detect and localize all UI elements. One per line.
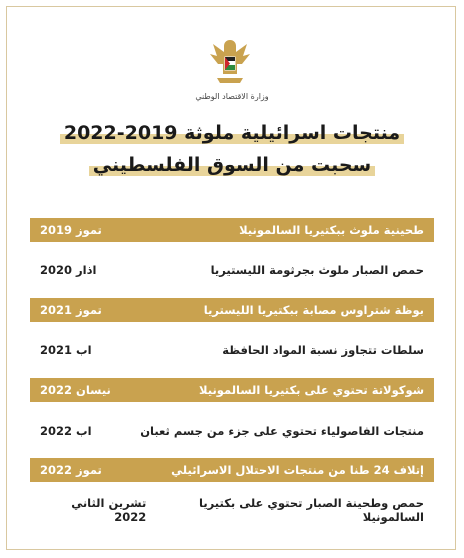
ministry-name: وزارة الاقتصاد الوطني [195, 92, 269, 101]
product-date: نيسان 2022 [40, 383, 111, 397]
product-label: طحينية ملوث ببكتيريا السالمونيلا [239, 223, 424, 237]
list-item [30, 419, 434, 443]
product-date: اب 2022 [40, 424, 92, 438]
title-line-2-text: سحبت من السوق الفلسطيني [89, 154, 376, 176]
product-date: اذار 2020 [40, 263, 97, 277]
product-date: تموز 2019 [40, 223, 102, 237]
product-label: منتجات الفاصولياء تحتوي على جزء من جسم ثعبان [140, 424, 424, 438]
title-line-1-text: منتجات اسرائيلية ملوثة 2019-2022 [60, 122, 404, 144]
product-date: تموز 2022 [40, 463, 102, 477]
list-item [30, 498, 434, 522]
title-line-2 [0, 154, 464, 176]
title-line-1 [0, 122, 464, 144]
product-label: سلطات تتجاوز نسبة المواد الحافظة [222, 343, 424, 357]
list-item [30, 298, 434, 322]
product-label: حمص الصبار ملوث بجرثومة الليستيريا [210, 263, 424, 277]
product-date: تموز 2021 [40, 303, 102, 317]
product-label: بوظة شتراوس مصابة ببكتيريا الليستريا [203, 303, 424, 317]
palestinian-eagle-emblem-icon [205, 34, 255, 88]
product-label: حمص وطحينة الصبار تحتوي على بكتيريا السالمونيلا [199, 496, 424, 524]
product-date: اب 2021 [40, 343, 92, 357]
list-item [30, 258, 434, 282]
product-label: شوكولاتة تحتوي على بكتيريا السالمونيلا [199, 383, 424, 397]
list-item [30, 338, 434, 362]
product-label: إتلاف 24 طنا من منتجات الاحتلال الاسرائيلي [171, 463, 424, 477]
list-item [30, 218, 434, 242]
list-item [30, 458, 434, 482]
product-date: تشرين الثاني 2022 [71, 496, 147, 524]
list-item [30, 378, 434, 402]
